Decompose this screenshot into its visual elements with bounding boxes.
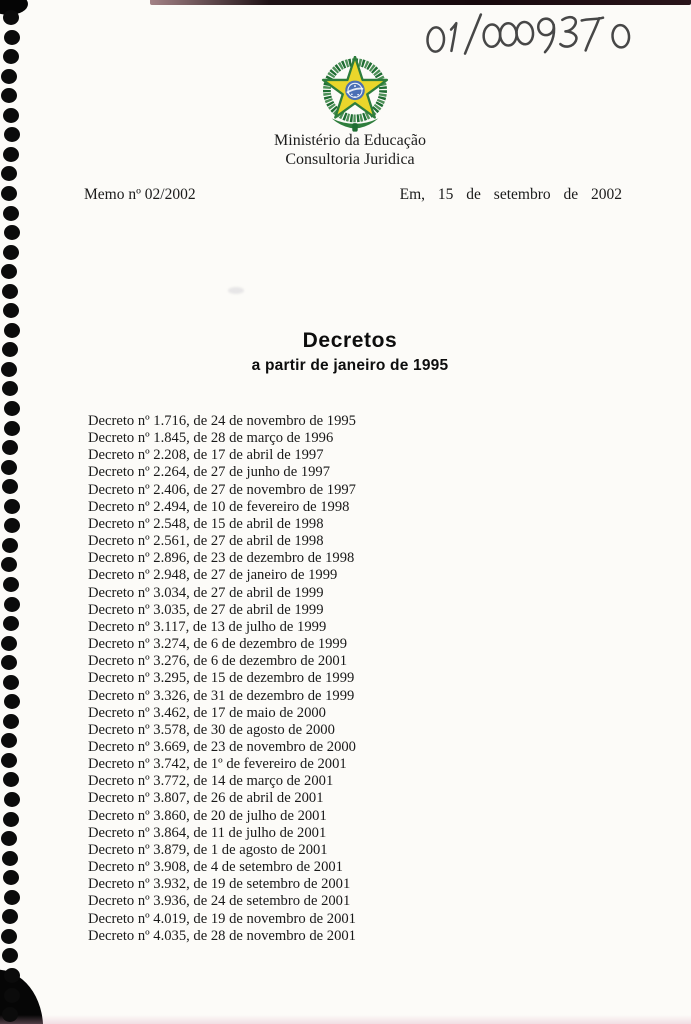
binding-hole	[1, 831, 17, 846]
binding-hole	[4, 401, 20, 416]
binding-hole	[1, 753, 17, 768]
binding-hole	[4, 30, 20, 45]
binding-hole	[2, 909, 18, 924]
binding-hole	[4, 225, 20, 240]
binding-hole	[3, 303, 19, 318]
binding-hole	[2, 538, 18, 553]
page-subtitle: a partir de janeiro de 1995	[251, 357, 449, 374]
binding-hole	[3, 206, 19, 221]
binding-hole	[4, 968, 20, 983]
decree-item: Decreto nº 3.578, de 30 de agosto de 2000	[88, 721, 335, 738]
binding-hole	[4, 890, 20, 905]
binding-hole	[1, 636, 17, 651]
memo-date: Em, 15 de setembro de 2002	[399, 186, 622, 203]
document-title-block	[10, 329, 690, 375]
binding-hole	[4, 694, 20, 709]
letterhead	[200, 131, 500, 169]
binding-hole	[2, 948, 18, 963]
binding-hole	[3, 870, 19, 885]
binding-hole	[3, 147, 19, 162]
binding-hole	[1, 69, 17, 84]
decree-item: Decreto nº 3.936, de 24 de setembro de 2001	[88, 893, 351, 910]
decree-item: Decreto nº 1.845, de 28 de março de 1996	[88, 430, 334, 447]
handwritten-number	[424, 6, 643, 58]
decree-item: Decreto nº 2.948, de 27 de janeiro de 1999	[88, 567, 338, 584]
scan-artifact-top-edge	[150, 0, 691, 5]
binding-hole	[2, 479, 18, 494]
scan-artifact-smudge	[228, 287, 244, 294]
page-title: Decretos	[302, 329, 398, 352]
binding-hole	[3, 772, 19, 787]
ministry-name: Ministério da Educação	[274, 132, 426, 149]
binding-hole	[4, 421, 20, 436]
binding-hole	[4, 127, 20, 142]
decree-item: Decreto nº 3.274, de 6 de dezembro de 1999	[88, 636, 348, 653]
binding-hole	[1, 929, 17, 944]
binding-holes	[0, 0, 26, 1024]
binding-hole	[1, 186, 17, 201]
decree-list	[88, 413, 518, 945]
decree-item: Decreto nº 3.860, de 20 de julho de 2001	[88, 807, 327, 824]
decree-item: Decreto nº 2.548, de 15 de abril de 1998	[88, 515, 324, 532]
binding-hole	[3, 812, 19, 827]
memo-header-row	[84, 186, 622, 204]
decree-item: Decreto nº 3.462, de 17 de maio de 2000	[88, 704, 326, 721]
decree-item: Decreto nº 2.494, de 10 de fevereiro de 1998	[88, 498, 350, 515]
brazil-coat-of-arms-icon	[316, 56, 394, 134]
decree-item: Decreto nº 3.669, de 23 de novembro de 2000	[88, 738, 356, 755]
decree-item: Decreto nº 3.932, de 19 de setembro de 2001	[88, 876, 351, 893]
binding-hole	[3, 714, 19, 729]
scan-artifact-bottom-tint	[0, 1015, 691, 1024]
binding-hole	[3, 49, 19, 64]
binding-hole	[1, 264, 17, 279]
handwriting-strokes	[424, 6, 643, 58]
decree-item: Decreto nº 3.326, de 31 de dezembro de 1999	[88, 687, 355, 704]
binding-hole	[2, 284, 18, 299]
decree-item: Decreto nº 2.561, de 27 de abril de 1998	[88, 533, 324, 550]
binding-hole	[3, 577, 19, 592]
decree-item: Decreto nº 4.035, de 28 de novembro de 2001	[88, 927, 356, 944]
decree-item: Decreto nº 3.908, de 4 de setembro de 2001	[88, 859, 343, 876]
binding-hole	[1, 557, 17, 572]
decree-item: Decreto nº 3.276, de 6 de dezembro de 2001	[88, 653, 348, 670]
memo-number: Memo nº 02/2002	[84, 186, 196, 203]
binding-hole	[4, 988, 20, 1003]
decree-item: Decreto nº 3.117, de 13 de julho de 1999	[88, 618, 327, 635]
binding-hole	[4, 597, 20, 612]
binding-hole	[2, 851, 18, 866]
decree-item: Decreto nº 3.864, de 11 de julho de 2001	[88, 824, 327, 841]
decree-item: Decreto nº 3.879, de 1 de agosto de 2001	[88, 841, 328, 858]
decree-item: Decreto nº 3.295, de 15 de dezembro de 1999	[88, 670, 355, 687]
binding-hole	[2, 440, 18, 455]
binding-hole	[4, 499, 20, 514]
binding-hole	[1, 88, 17, 103]
binding-hole	[3, 675, 19, 690]
decree-item: Decreto nº 2.896, de 23 de dezembro de 1998	[88, 550, 355, 567]
binding-hole	[3, 108, 19, 123]
binding-hole	[3, 245, 19, 260]
decree-item: Decreto nº 3.772, de 14 de março de 2001	[88, 773, 334, 790]
decree-item: Decreto nº 2.208, de 17 de abril de 1997	[88, 447, 324, 464]
binding-hole	[3, 616, 19, 631]
decree-item: Decreto nº 2.406, de 27 de novembro de 1997	[88, 481, 356, 498]
decree-item: Decreto nº 3.742, de 1º de fevereiro de 2001	[88, 756, 347, 773]
decree-item: Decreto nº 4.019, de 19 de novembro de 2001	[88, 910, 356, 927]
binding-hole	[1, 655, 17, 670]
decree-item: Decreto nº 3.034, de 27 de abril de 1999	[88, 584, 324, 601]
binding-hole	[1, 166, 17, 181]
decree-item: Decreto nº 3.807, de 26 de abril de 2001	[88, 790, 324, 807]
decree-item: Decreto nº 3.035, de 27 de abril de 1999	[88, 601, 324, 618]
binding-hole	[2, 381, 18, 396]
binding-hole	[4, 792, 20, 807]
binding-hole	[2, 1007, 18, 1022]
binding-hole	[1, 733, 17, 748]
binding-hole	[3, 10, 19, 25]
binding-hole	[1, 460, 17, 475]
department-name: Consultoria Juridica	[285, 151, 415, 168]
decree-item: Decreto nº 2.264, de 27 de junho de 1997	[88, 464, 331, 481]
decree-item: Decreto nº 1.716, de 24 de novembro de 1995	[88, 413, 356, 429]
binding-hole	[4, 518, 20, 533]
